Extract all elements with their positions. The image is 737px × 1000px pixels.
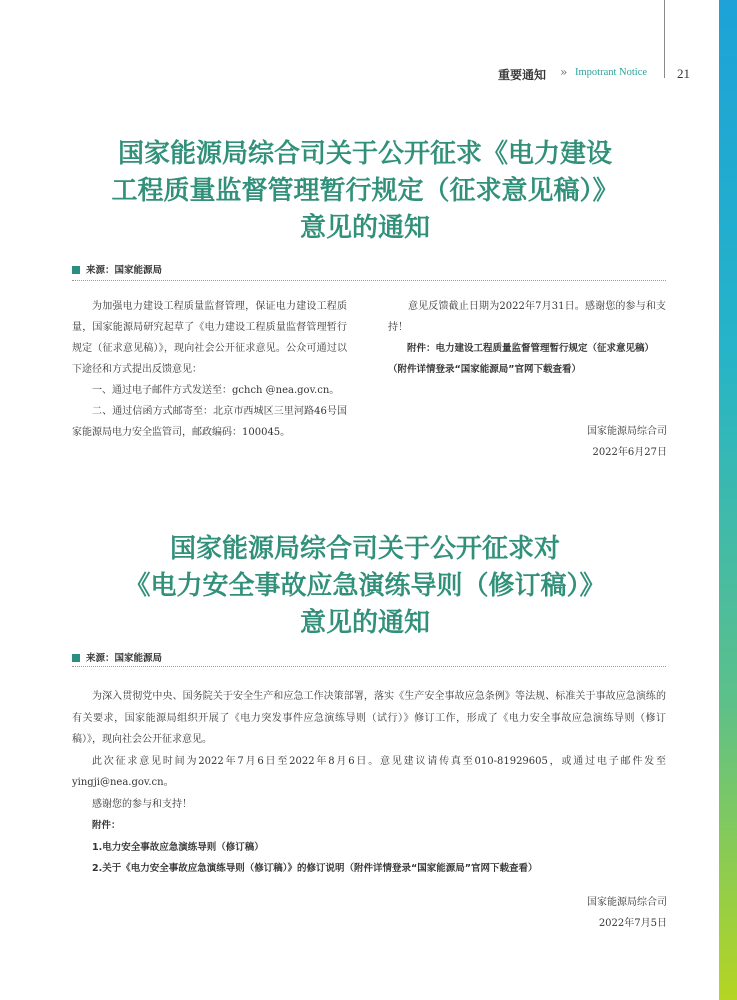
article1-source-text: 来源：国家能源局 [86, 265, 163, 276]
article1-title-line: 国家能源局综合司关于公开征求《电力建设 [117, 139, 612, 169]
square-bullet-icon [72, 654, 80, 662]
article1-closing-paragraph: 意见反馈截止日期为2022年7月31日。感谢您的参与和支持！ [388, 301, 666, 333]
page-number: 21 [677, 66, 690, 81]
article1-attachment: 附件：电力建设工程质量监督管理暂行规定（征求意见稿）（附件详情登录“国家能源局”官网下载查看） [388, 343, 655, 375]
square-bullet-icon [72, 266, 80, 274]
article1-title-line: 意见的通知 [299, 213, 430, 243]
article2-signature: 国家能源局综合司 [587, 897, 667, 908]
article1-paragraph: 二、通过信函方式邮寄至：北京市西城区三里河路46号国家能源局电力安全监管司，邮政编码：100045。 [72, 406, 347, 438]
article2-paragraph: 此次征求意见时间为2022年7月6日至2022年8月6日。意见建议请传真至010-81929605，或通过电子邮件发至yingji@nea.gov.cn。 [72, 755, 666, 788]
article2-title [40, 531, 690, 642]
article2-attachment-item: 2.关于《电力安全事故应急演练导则（修订稿）》的修订说明（附件详情登录“国家能源局”官网下载查看） [92, 863, 538, 874]
article2-paragraph: 感谢您的参与和支持！ [92, 798, 192, 810]
page-header [470, 66, 710, 82]
dotted-divider [72, 280, 666, 281]
article1-date: 2022年6月27日 [592, 447, 667, 458]
article2-attachment-label: 附件： [92, 820, 121, 831]
article2-title-line: 意见的通知 [299, 608, 430, 638]
article2-title-line: 《电力安全事故应急演练导则（修订稿）》 [124, 571, 606, 601]
article2-source-text: 来源：国家能源局 [86, 653, 163, 664]
section-label: 重要通知 [498, 68, 547, 82]
dotted-divider [72, 666, 666, 667]
article2-date: 2022年7月5日 [598, 918, 667, 929]
article1-paragraph: 为加强电力建设工程质量监督管理，保证电力建设工程质量，国家能源局研究起草了《电力建设工程质量监督管理暂行规定（征求意见稿）》，现向社会公开征求意见。公众可通过以下途径和方式提出反馈意见： [72, 301, 347, 375]
article2-paragraph: 为深入贯彻党中央、国务院关于安全生产和应急工作决策部署，落实《生产安全事故应急条例》等法规、标准关于事故应急演练的有关要求，国家能源局组织开展了《电力突发事件应急演练导则（试行）》修订工作，形成了《电力安全事故应急演练导则（修订稿）》，现向社会公开征求意见。 [72, 691, 666, 745]
article1-signature-block [587, 421, 667, 463]
article1-left-column [72, 296, 347, 443]
article1-title [40, 136, 690, 247]
article1-paragraph: 一、通过电子邮件方式发送至：gchch @nea.gov.cn。 [92, 385, 340, 396]
section-label-en: Impotrant Notice [575, 67, 648, 78]
article1-source [72, 262, 162, 276]
article1-signature: 国家能源局综合司 [587, 426, 667, 437]
article2-body [72, 686, 666, 880]
article2-attachment-item: 1.电力安全事故应急演练导则（修订稿） [92, 841, 264, 853]
side-gradient-bar [719, 0, 737, 1000]
article2-source [72, 650, 162, 664]
article2-signature-block [587, 892, 667, 934]
article1-right-column [388, 296, 666, 380]
article2-title-line: 国家能源局综合司关于公开征求对 [169, 534, 560, 564]
double-chevron-icon: » [560, 65, 568, 79]
article1-title-line: 工程质量监督管理暂行规定（征求意见稿）》 [111, 176, 619, 206]
